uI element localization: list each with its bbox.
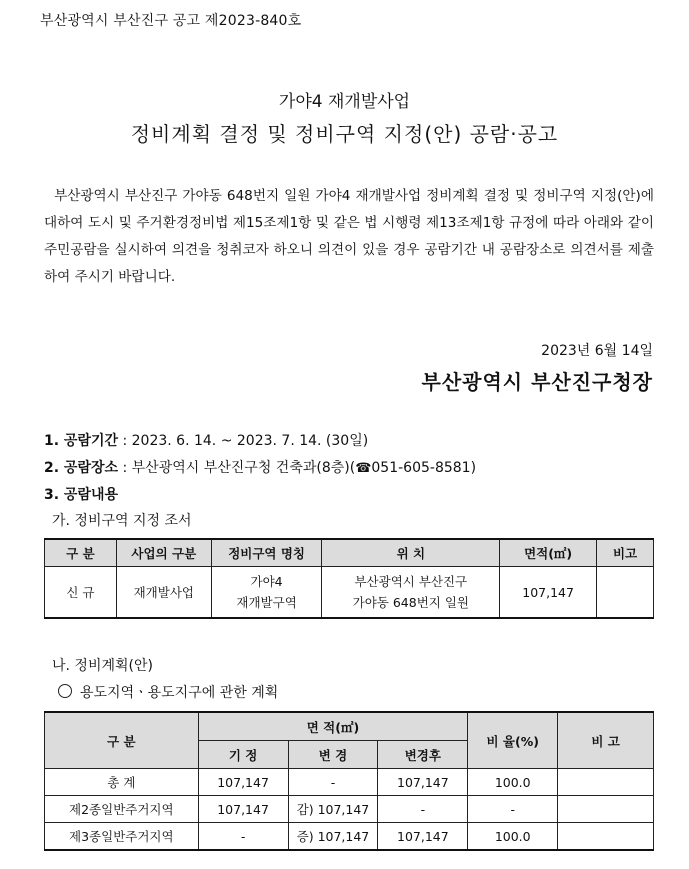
- section-na-heading: 나. 정비계획(안): [52, 658, 153, 674]
- circle-bullet-icon: [58, 684, 72, 698]
- header-location: 위 치: [322, 539, 500, 567]
- cell-note: [558, 769, 654, 796]
- table-header-row: [45, 539, 654, 567]
- body-paragraph: [44, 183, 654, 291]
- notice-number: 부산광역시 부산진구 공고 제2023-840호: [40, 13, 302, 29]
- cell-division: 제3종일반주거지역: [45, 823, 199, 851]
- cell-project-type: 재개발사업: [116, 567, 211, 619]
- item-place: [44, 457, 476, 477]
- place-value: : 부산광역시 부산진구청 건축과(8층)(: [122, 460, 356, 476]
- cell-division: 총 계: [45, 769, 199, 796]
- location-line-2: 가야동 648번지 일원: [352, 595, 469, 610]
- cell-division: 신 규: [45, 567, 117, 619]
- period-label: 1. 공람기간: [44, 433, 119, 449]
- title-line-2: 정비계획 결정 및 정비구역 지정(안) 공람·공고: [130, 122, 559, 146]
- header-zone-name: 정비구역 명칭: [211, 539, 322, 567]
- header-existing: 기 정: [198, 741, 288, 769]
- cell-change: 감) 107,147: [288, 796, 378, 823]
- zone-name-line-2: 재개발구역: [236, 595, 297, 610]
- header-division: 구 분: [45, 539, 117, 567]
- location-line-1: 부산광역시 부산진구: [354, 574, 468, 589]
- item-period: [44, 430, 368, 450]
- cell-after: 107,147: [378, 769, 468, 796]
- body-paragraph-text: 부산광역시 부산진구 가야동 648번지 일원 가야4 재개발사업 정비계획 결정 및 정비구역 지정(안)에 대하여 도시 및 주거환경정비법 제15조제1항 및 같은 법 시행령 제13조제1항 규정에 따라 아래와 같이 주민공람을 실시하여 의견을 청취코자 하오니 의견이 있을 경우 공람기간 내 공람장소로 의견서를 제출하여 주시기 바랍니다.: [44, 188, 655, 285]
- zone-designation-table: [44, 538, 654, 619]
- header-project-type: 사업의 구분: [116, 539, 211, 567]
- header-note: 비고: [597, 539, 654, 567]
- header-division: 구 분: [45, 712, 199, 769]
- cell-zone-name: [211, 567, 322, 619]
- content-label: 3. 공람내용: [44, 487, 119, 503]
- cell-existing: -: [198, 823, 288, 851]
- header-area-group: 면 적(㎡): [198, 712, 468, 741]
- cell-ratio: 100.0: [468, 769, 558, 796]
- cell-ratio: 100.0: [468, 823, 558, 851]
- notice-date: 2023년 6월 14일: [541, 343, 653, 359]
- cell-division: 제2종일반주거지역: [45, 796, 199, 823]
- period-value: : 2023. 6. 14. ~ 2023. 7. 14. (30일): [122, 433, 369, 449]
- section-ga-heading: 가. 정비구역 지정 조서: [52, 513, 192, 529]
- cell-after: -: [378, 796, 468, 823]
- cell-after: 107,147: [378, 823, 468, 851]
- cell-area: 107,147: [500, 567, 597, 619]
- cell-existing: 107,147: [198, 769, 288, 796]
- cell-location: [322, 567, 500, 619]
- cell-note: [597, 567, 654, 619]
- table-header-row: [45, 712, 654, 741]
- table-row: [45, 823, 654, 851]
- table-row: [45, 567, 654, 619]
- cell-change: 증) 107,147: [288, 823, 378, 851]
- zone-name-line-1: 가야4: [250, 574, 283, 589]
- telephone-icon: ☎: [355, 461, 372, 476]
- land-use-plan-table: [44, 711, 654, 851]
- header-ratio: 비 율(%): [468, 712, 558, 769]
- header-change: 변 경: [288, 741, 378, 769]
- signer: 부산광역시 부산진구청장: [421, 370, 653, 394]
- subsection-text: 용도지역ㆍ용도지구에 관한 계획: [80, 685, 279, 701]
- header-after: 변경후: [378, 741, 468, 769]
- header-note: 비 고: [558, 712, 654, 769]
- header-area: 면적(㎡): [500, 539, 597, 567]
- table-row: [45, 796, 654, 823]
- title-line-1: 가야4 재개발사업: [278, 92, 411, 112]
- cell-note: [558, 823, 654, 851]
- item-content: [44, 484, 118, 504]
- cell-change: -: [288, 769, 378, 796]
- cell-note: [558, 796, 654, 823]
- cell-existing: 107,147: [198, 796, 288, 823]
- table-row: [45, 769, 654, 796]
- place-phone: 051-605-8581): [371, 460, 477, 476]
- cell-ratio: -: [468, 796, 558, 823]
- subsection-heading: [58, 682, 278, 702]
- place-label: 2. 공람장소: [44, 460, 119, 476]
